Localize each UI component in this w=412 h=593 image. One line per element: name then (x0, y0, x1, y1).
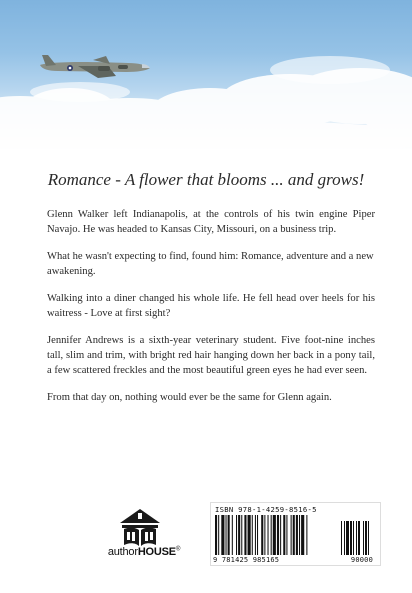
blurb-paragraph: From that day on, nothing would ever be the same for Glenn again. (47, 392, 332, 403)
blurb-paragraph: Jennifer Andrews is a sixth-year veterinary student. Five foot-nine inches tall, slim and trim, with bright red hair hanging down her back in a pony tail, a few scattered freckles and the most beautiful green eyes he had ever seen. (47, 335, 375, 376)
barcode-addon-bar (363, 521, 364, 555)
barcode-bar (255, 515, 256, 555)
barcode-digits: 9 781425 985165 90000 (213, 556, 373, 564)
barcode-bar (218, 515, 219, 555)
barcode-addon-bar (344, 521, 345, 555)
barcode-addon-bar (368, 521, 369, 555)
barcode-bar (283, 515, 285, 555)
barcode-bars (215, 515, 380, 557)
isbn-barcode (210, 502, 381, 566)
barcode-bar (264, 515, 265, 555)
barcode-addon-bar (341, 521, 342, 555)
barcode-bar (280, 515, 281, 555)
barcode-addon-bar (346, 521, 349, 555)
barcode-bar (261, 515, 263, 555)
barcode-bar (301, 515, 304, 555)
barcode-bar (241, 515, 242, 555)
barcode-bar (299, 515, 300, 555)
clouds-and-plane-illustration (0, 0, 412, 150)
barcode-bar (286, 515, 287, 555)
barcode-bar (244, 515, 246, 555)
barcode-bar (268, 515, 269, 555)
barcode-bar (252, 515, 253, 555)
isbn-label: ISBN 978-1-4259-8516-5 (215, 505, 317, 514)
barcode-bar (271, 515, 272, 555)
barcode-addon-bar (358, 521, 360, 555)
barcode-addon-bar (356, 521, 357, 555)
sky-banner (0, 0, 412, 150)
tagline: Romance - A flower that blooms ... and grows! (47, 170, 365, 189)
barcode-bar (291, 515, 292, 555)
barcode-addon-bar (350, 521, 352, 555)
barcode-bar (228, 515, 230, 555)
barcode-bar (238, 515, 240, 555)
blurb-paragraph: Glenn Walker left Indianapolis, at the controls of his twin engine Piper Navajo. He was headed to Kansas City, Missouri, on a business trip. (47, 209, 375, 235)
blurb-paragraph: What he wasn't expecting to find, found him: Romance, adventure and a new awakening. (47, 251, 374, 277)
publisher-name: authorHOUSE® (107, 546, 181, 558)
barcode-bar (221, 515, 224, 555)
barcode-bar (236, 515, 237, 555)
barcode-addon-bar (365, 521, 367, 555)
barcode-bar (226, 515, 227, 555)
barcode-bar (257, 515, 258, 555)
blurb-paragraph: Walking into a diner changed his whole life. He fell head over heels for his waitress - Love at first sight? (47, 293, 375, 319)
barcode-bar (277, 515, 279, 555)
barcode-bar (232, 515, 233, 555)
barcode-addon-bar (353, 521, 354, 555)
barcode-bar (215, 515, 217, 555)
airplane-icon (40, 55, 150, 78)
barcode-bar (306, 515, 307, 555)
barcode-bar (248, 515, 251, 555)
back-cover-blurb (47, 207, 375, 417)
barcode-bar (293, 515, 295, 555)
barcode-bar (273, 515, 276, 555)
barcode-bar (296, 515, 298, 555)
